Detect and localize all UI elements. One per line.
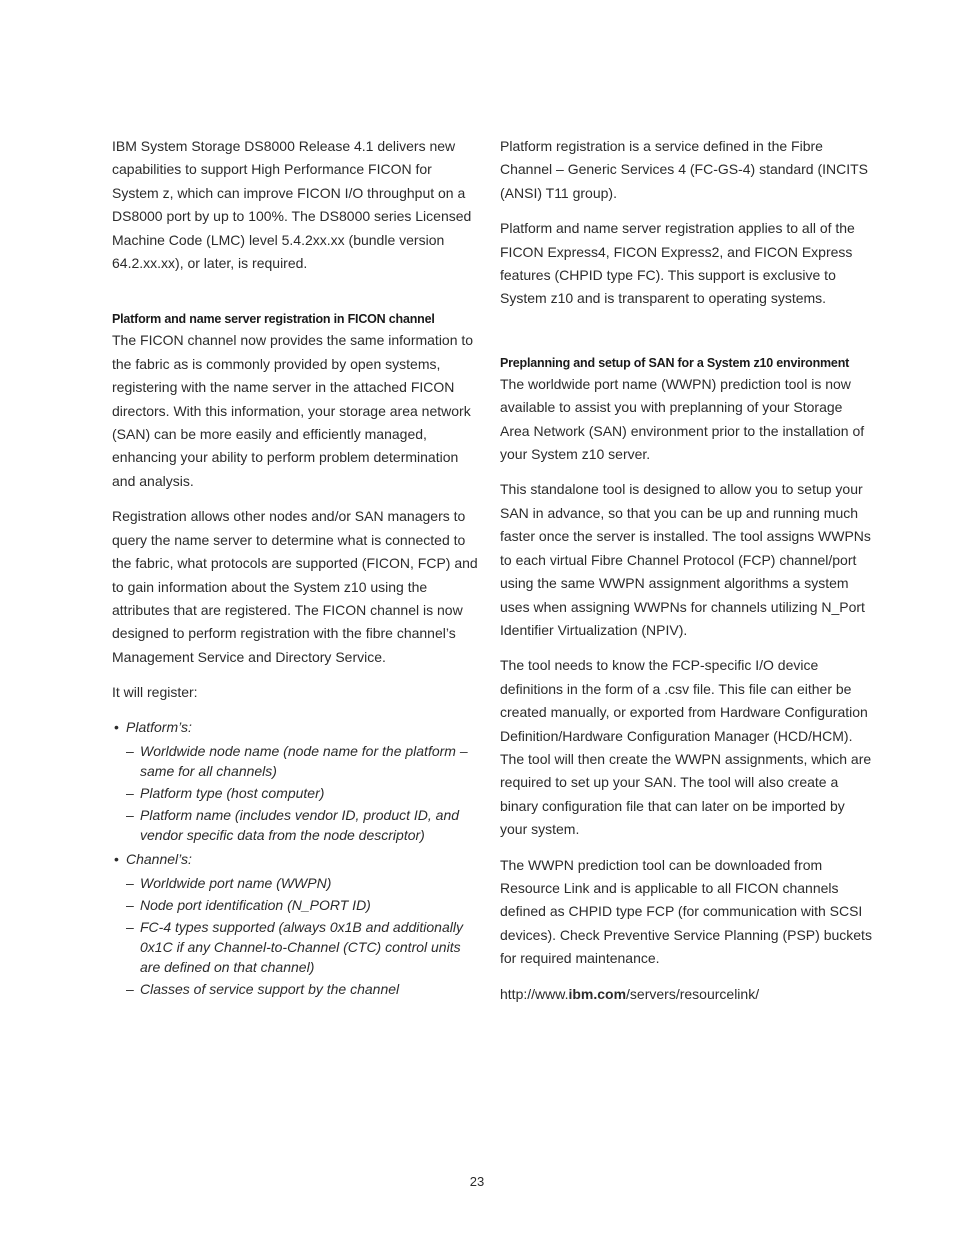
list-item: [126, 741, 478, 781]
bullet-mark: •: [114, 718, 119, 735]
bullet-label: Platform’s:: [126, 718, 192, 735]
register-list: [112, 717, 478, 999]
bullet-channel: [112, 849, 478, 999]
section-heading-registration: Platform and name server registration in FICON channel: [112, 312, 435, 327]
register-intro: It will register:: [112, 684, 198, 701]
list-item-text: Classes of service support by the channel: [140, 980, 400, 997]
fcp-definitions-paragraph: The tool needs to know the FCP-specific I/O device definitions in the form of a .csv file. This file can either be created manually, or exported from Hardware Configuration Definition/Hardware Configuration Manager (HCD/HCM). The tool will then create the WWPN assignments, which are required to set up your SAN. The tool will also create a binary configuration file that can later on be imported by your system.: [500, 657, 872, 838]
platform-registration-paragraph: Platform registration is a service defined in the Fibre Channel – Generic Services 4 (FC-GS-4) standard (INCITS (ANSI) T11 group).: [500, 138, 869, 201]
list-item: [126, 979, 478, 999]
intro-paragraph: IBM System Storage DS8000 Release 4.1 delivers new capabilities to support High Performance FICON for System z, which can improve FICON I/O throughput on a DS8000 port by up to 100%. The DS8000 series Licensed Machine Code (LMC) level 5.4.2xx.xx (bundle version 64.2.xx.xx), or later, is required.: [112, 138, 472, 272]
url-path: /servers/resourcelink/: [626, 985, 760, 1002]
dash-mark: –: [126, 742, 134, 759]
list-item: [126, 873, 478, 893]
page-number: 23: [469, 1174, 485, 1189]
list-item-text: Platform name (includes vendor ID, product ID, and vendor specific data from the node descriptor): [140, 806, 460, 843]
dash-mark: –: [126, 918, 134, 935]
download-paragraph: The WWPN prediction tool can be downloaded from Resource Link and is applicable to all FICON channels defined as CHPID type FCP (for communication with SCSI devices). Check Preventive Service Planning (PSP) buckets for required maintenance.: [500, 856, 872, 967]
list-item-text: Worldwide port name (WWPN): [140, 874, 332, 891]
platform-sublist: [126, 741, 478, 845]
list-item-text: Platform type (host computer): [140, 784, 325, 801]
list-item: [126, 805, 478, 845]
left-column: [112, 135, 478, 1003]
standalone-tool-paragraph: This standalone tool is designed to allow you to setup your SAN in advance, so that you can be up and running much faster once the server is installed. The tool assigns WWPNs to each virtual Fibre Channel Protocol (FCP) channel/port using the same WWPN assignment algorithms a system uses when assigning WWPNs for channels utilizing N_Port Identifier Virtualization (NPIV).: [500, 481, 871, 638]
dash-mark: –: [126, 784, 134, 801]
registration-applies-paragraph: Platform and name server registration applies to all of the FICON Express4, FICON Express2, and FICON Express features (CHPID type FC). This support is exclusive to System z10 and is transparent to operating systems.: [500, 220, 855, 307]
bullet-mark: •: [114, 850, 119, 867]
list-item-text: Node port identification (N_PORT ID): [140, 896, 371, 913]
resource-link-url[interactable]: [500, 983, 874, 1006]
list-item-text: FC-4 types supported (always 0x1B and additionally 0x1C if any Channel-to-Channel (CTC) control units are defined on that channel): [140, 918, 463, 975]
list-item-text: Worldwide node name (node name for the platform – same for all channels): [140, 742, 468, 779]
registration-paragraph-1: The FICON channel now provides the same information to the fabric as is commonly provided by open systems, registering with the name server in the attached FICON directors. With this information, your storage area network (SAN) can be more easily and efficiently managed, enhancing your ability to perform problem determination and analysis.: [112, 332, 474, 489]
url-domain: ibm.com: [568, 985, 627, 1002]
list-item: [126, 783, 478, 803]
dash-mark: –: [126, 806, 134, 823]
channel-sublist: [126, 873, 478, 999]
list-item: [126, 895, 478, 915]
section-heading-preplanning: Preplanning and setup of SAN for a System z10 environment: [500, 355, 850, 370]
wwpn-tool-paragraph: The worldwide port name (WWPN) prediction tool is now available to assist you with preplanning of your Storage Area Network (SAN) environment prior to the installation of your System z10 server.: [500, 375, 865, 463]
dash-mark: –: [126, 896, 134, 913]
url-prefix: http://www.: [500, 985, 569, 1002]
dash-mark: –: [126, 980, 134, 997]
list-item: [126, 917, 478, 977]
right-column: [500, 135, 874, 1018]
bullet-label: Channel’s:: [126, 850, 192, 867]
registration-paragraph-2: Registration allows other nodes and/or SAN managers to query the name server to determine what is connected to the fabric, what protocols are supported (FICON, FCP) and to gain information about the System z10 using the attributes that are registered. The FICON channel is now designed to perform registration with the fibre channel’s Management Service and Directory Service.: [112, 508, 478, 665]
dash-mark: –: [126, 874, 134, 891]
bullet-platform: [112, 717, 478, 845]
